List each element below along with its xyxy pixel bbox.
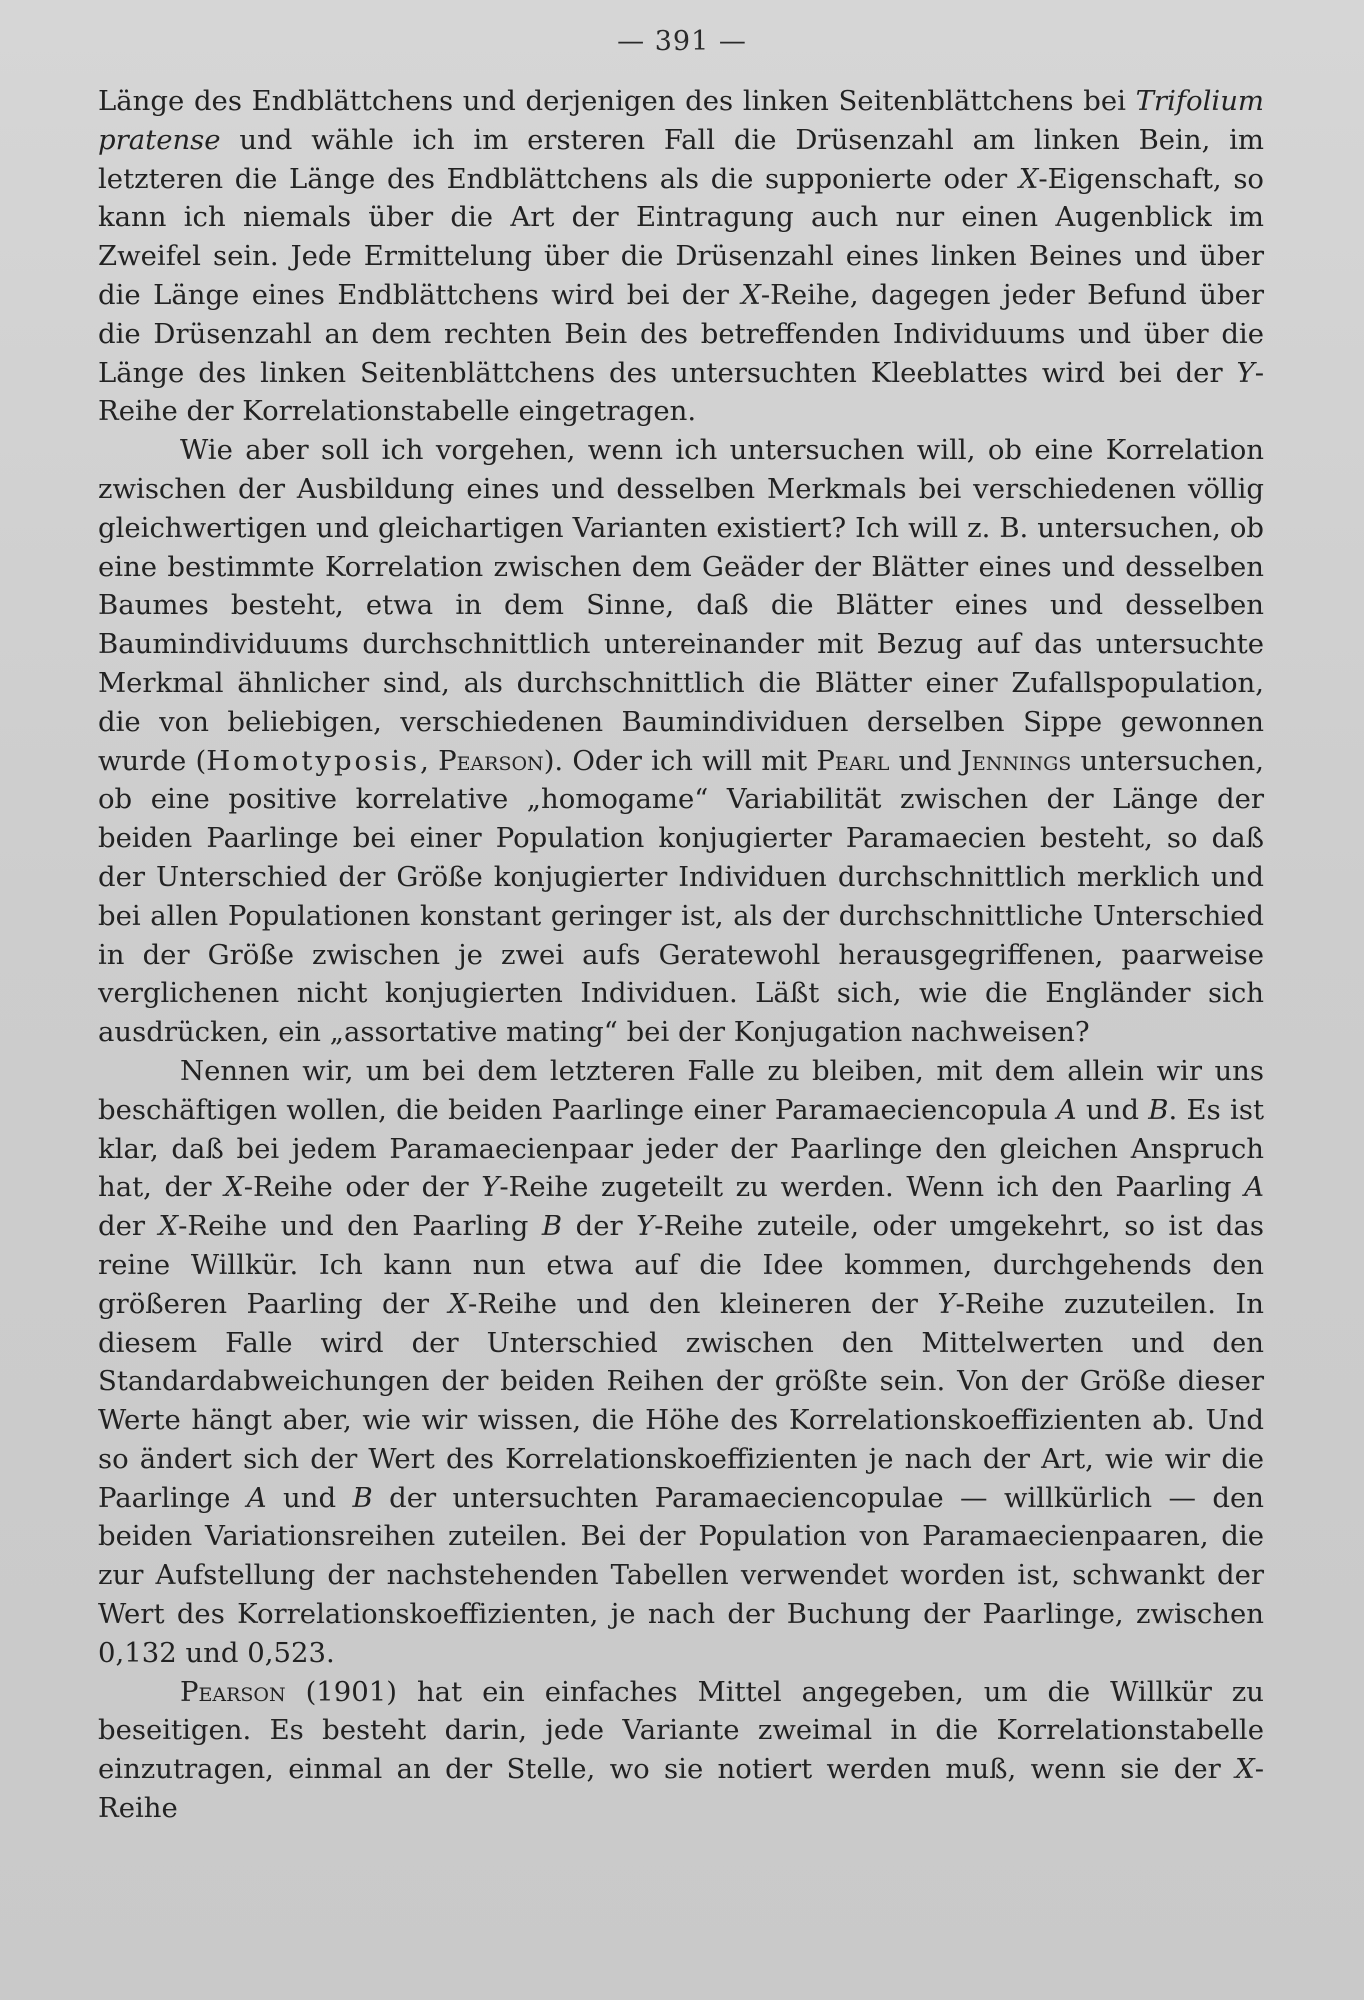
- text-run: -Reihe zugeteilt zu werden. Wenn ich den Paarling: [499, 1171, 1245, 1204]
- text-run: Nennen wir, um bei dem letzteren Falle zu bleiben, mit dem allein wir uns beschäftigen wollen, die beiden Paarlinge einer Paramaeciencopula: [98, 1054, 1264, 1126]
- text-run: Länge des Endblättchens und derjenigen des linken Seitenblättchens bei: [98, 85, 1136, 117]
- paragraph: [98, 431, 1264, 1052]
- text-run: A: [246, 1481, 267, 1514]
- text-run: -Reihe und den Paarling: [178, 1210, 542, 1243]
- text-run: Pearson: [180, 1675, 286, 1708]
- text-run: (1901) hat ein einfaches Mittel angegeben, um die Willkür zu beseitigen. Es besteht darin, jede Variante zweimal in die Korrelationstabelle einzutragen, einmal an der Stelle, wo sie notiert werden muß, wenn sie der: [98, 1675, 1264, 1786]
- text-run: ). Oder ich will mit: [543, 744, 817, 777]
- text-run: der: [98, 1210, 159, 1243]
- text-run: -Reihe, dagegen jeder Befund über die Drüsenzahl an dem rechten Bein des betreffenden Individuums und über die Länge des linken Seitenblättchens des untersuchten Kleeblattes wird bei der: [98, 278, 1264, 389]
- text-run: -Eigenschaft, so kann ich niemals über die Art der Eintragung auch nur einen Augenblick im Zweifel sein. Jede Ermittelung über die Drüsenzahl eines linken Beines und über die Länge eines Endblättchens wird bei der: [98, 162, 1264, 311]
- text-run: -Reihe zuteile, oder umgekehrt, so ist das reine Willkür. Ich kann nun etwa auf die Idee kommen, durchgehends den größeren Paarling der: [98, 1210, 1264, 1320]
- paragraph: [98, 1673, 1264, 1828]
- body-text: [98, 82, 1264, 1828]
- text-run: X: [158, 1210, 179, 1243]
- text-run: -Reihe der Korrelationstabelle eingetragen.: [98, 356, 1264, 428]
- text-run: Y: [937, 1287, 956, 1320]
- text-run: Jennings: [960, 744, 1072, 777]
- text-run: -Reihe: [98, 1753, 1264, 1825]
- page-number: — 391 —: [617, 26, 747, 57]
- text-run: A: [1244, 1171, 1264, 1204]
- text-run: und: [889, 744, 961, 777]
- text-run: X: [448, 1287, 468, 1320]
- text-run: Trifolium pratense: [98, 85, 1264, 156]
- paragraph: [98, 82, 1264, 431]
- text-run: der: [562, 1210, 637, 1243]
- text-run: Homotyposis: [206, 744, 421, 777]
- text-run: Pearson: [438, 744, 544, 777]
- text-run: untersuchen, ob eine positive korrelative „homogame“ Variabilität zwischen der Länge der beiden Paarlinge bei einer Population konjugierter Paramaecien besteht, so daß der Unterschied der Größe konjugierter Individuen durchschnittlich merklich und bei allen Populationen konstant geringer ist, als der durchschnittliche Unterschied in der Größe zwischen je zwei aufs Geratewohl herausgegriffenen, paarweise verglichenen nicht konjugierten Individuen. Läßt sich, wie die Engländer sich ausdrücken, ein „assortative mating“ bei der Konjugation nachweisen?: [98, 744, 1264, 1049]
- paragraph: [98, 1052, 1264, 1673]
- text-run: ,: [420, 744, 439, 777]
- text-run: Pearl: [816, 744, 890, 777]
- text-run: X: [1235, 1753, 1255, 1786]
- text-run: der untersuchten Paramaeciencopulae — willkürlich — den beiden Variationsreihen zuteilen. Bei der Population von Paramaecienpaaren, die zur Aufstellung der nachstehenden Tabellen verwendet worden ist, schwankt der Wert des Korrelationskoeffizienten, je nach der Buchung der Paarlinge, zwischen 0,132 und 0,523.: [98, 1481, 1264, 1669]
- text-run: X: [224, 1171, 244, 1204]
- text-run: Y: [636, 1210, 655, 1243]
- text-run: B: [1148, 1093, 1169, 1126]
- text-run: -Reihe zuzuteilen. In diesem Falle wird der Unterschied zwischen den Mittelwerten und den Standardabweichungen der beiden Reihen der größte sein. Von der Größe dieser Werte hängt aber, wie wir wissen, die Höhe des Korrelationskoeffizienten ab. Und so ändert sich der Wert des Korrelationskoeffizienten je nach der Art, wie wir die Paarlinge: [98, 1287, 1264, 1514]
- text-run: und: [1076, 1093, 1149, 1126]
- text-run: B: [541, 1210, 563, 1243]
- text-run: A: [1056, 1093, 1077, 1126]
- text-run: X: [1018, 162, 1039, 195]
- text-run: Y: [1236, 356, 1255, 389]
- text-run: Y: [481, 1171, 500, 1204]
- text-run: und wähle ich im ersteren Fall die Drüsenzahl am linken Bein, im letzteren die Länge des Endblättchens als die supponierte oder: [98, 123, 1264, 195]
- text-run: -Reihe oder der: [243, 1171, 482, 1204]
- text-run: -Reihe und den kleineren der: [468, 1287, 938, 1320]
- text-run: Wie aber soll ich vorgehen, wenn ich untersuchen will, ob eine Korrelation zwischen der Ausbildung eines und desselben Merkmals bei verschiedenen völlig gleichwertigen und gleichartigen Varianten existiert? Ich will z. B. untersuchen, ob eine bestimmte Korrelation zwischen dem Geäder der Blätter eines und desselben Baumes besteht, etwa in dem Sinne, daß die Blätter eines und desselben Baumindividuums durchschnittlich untereinander mit Bezug auf das untersuchte Merkmal ähnlicher sind, als durchschnittlich die Blätter einer Zufallspopulation, die von beliebigen, verschiedenen Baumindividuen derselben Sippe gewonnen wurde (: [98, 434, 1264, 777]
- text-run: B: [352, 1481, 373, 1514]
- text-run: . Es ist klar, daß bei jedem Paramaecienpaar jeder der Paarlinge den gleichen Anspruch hat, der: [98, 1093, 1264, 1204]
- text-run: und: [266, 1481, 353, 1514]
- text-run: X: [741, 278, 761, 311]
